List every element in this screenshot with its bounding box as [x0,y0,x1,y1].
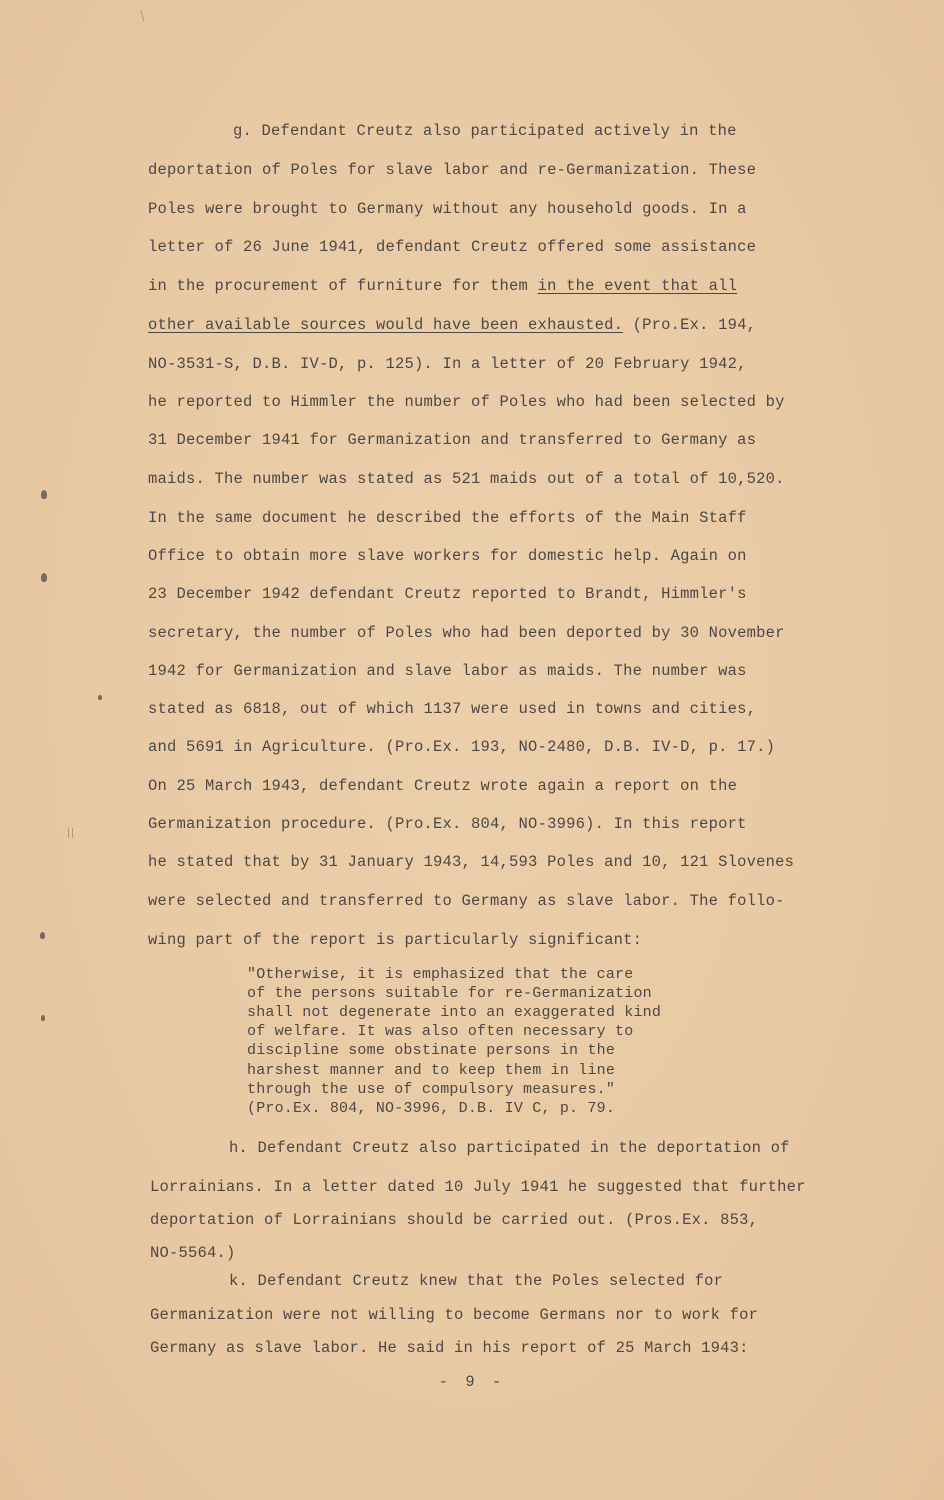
text-line: 23 December 1942 defendant Creutz reported to Brandt, Himmler's [148,585,747,603]
text-line: 31 December 1941 for Germanization and transferred to Germany as [148,431,757,449]
text-line: he reported to Himmler the number of Poles who had been selected by [148,393,785,411]
text-line: he stated that by 31 January 1943, 14,593 Poles and 10, 121 Slovenes [148,853,795,871]
text-line: Germanization were not willing to become Germans nor to work for [150,1306,759,1324]
margin-scratch [140,10,144,22]
text-line: Germany as slave labor. He said in his report of 25 March 1943: [150,1339,749,1357]
text-line: On 25 March 1943, defendant Creutz wrote again a report on the [148,777,738,795]
text-line: In the same document he described the efforts of the Main Staff [148,509,747,527]
binding-hole-mark [40,932,45,939]
binding-hole-mark [41,573,47,582]
text-line: k. Defendant Creutz knew that the Poles selected for [229,1272,724,1290]
text-line: Germanization procedure. (Pro.Ex. 804, NO-3996). In this report [148,815,747,833]
text-line: h. Defendant Creutz also participated in the deportation of [229,1139,790,1157]
quote-line: discipline some obstinate persons in the [247,1042,616,1059]
text-segment: in the procurement of furniture for them [148,277,538,295]
page-number: - 9 - [438,1373,506,1391]
quote-line: through the use of compulsory measures." [247,1081,616,1098]
quote-line: of welfare. It was also often necessary to [247,1023,634,1040]
quote-line: of the persons suitable for re-Germanization [247,985,652,1002]
text-line [148,276,737,296]
text-line: Office to obtain more slave workers for domestic help. Again on [148,547,747,565]
underlined-text: other available sources would have been exhausted. [148,316,624,334]
binding-hole-mark [41,490,47,499]
text-line: were selected and transferred to Germany as slave labor. The follo- [148,892,785,910]
ink-speck [41,1015,45,1021]
text-line: NO-3531-S, D.B. IV-D, p. 125). In a letter of 20 February 1942, [148,355,747,373]
text-line: letter of 26 June 1941, defendant Creutz offered some assistance [148,238,757,256]
text-line: g. Defendant Creutz also participated actively in the [233,122,737,140]
text-line: and 5691 in Agriculture. (Pro.Ex. 193, NO-2480, D.B. IV-D, p. 17.) [148,738,776,756]
ink-speck [98,695,102,700]
margin-scratch [72,828,73,838]
quote-line: harshest manner and to keep them in line [247,1062,616,1079]
text-line: secretary, the number of Poles who had been deported by 30 November [148,624,785,642]
quote-line: "Otherwise, it is emphasized that the care [247,966,634,983]
text-segment: (Pro.Ex. 194, [623,316,757,334]
text-line: wing part of the report is particularly significant: [148,931,643,949]
quote-line: (Pro.Ex. 804, NO-3996, D.B. IV C, p. 79. [247,1100,616,1117]
text-line: Lorrainians. In a letter dated 10 July 1941 he suggested that further [150,1178,806,1196]
text-line: 1942 for Germanization and slave labor as maids. The number was [148,662,747,680]
text-line: deportation of Lorrainians should be carried out. (Pros.Ex. 853, [150,1211,759,1229]
underlined-text: in the event that all [537,277,738,295]
text-line [148,315,756,335]
text-line: NO-5564.) [150,1244,236,1262]
text-line: Poles were brought to Germany without any household goods. In a [148,200,747,218]
text-line: maids. The number was stated as 521 maids out of a total of 10,520. [148,470,785,488]
quote-line: shall not degenerate into an exaggerated kind [247,1004,662,1021]
text-line: stated as 6818, out of which 1137 were used in towns and cities, [148,700,757,718]
text-line: deportation of Poles for slave labor and re-Germanization. These [148,161,757,179]
margin-scratch [68,828,69,838]
